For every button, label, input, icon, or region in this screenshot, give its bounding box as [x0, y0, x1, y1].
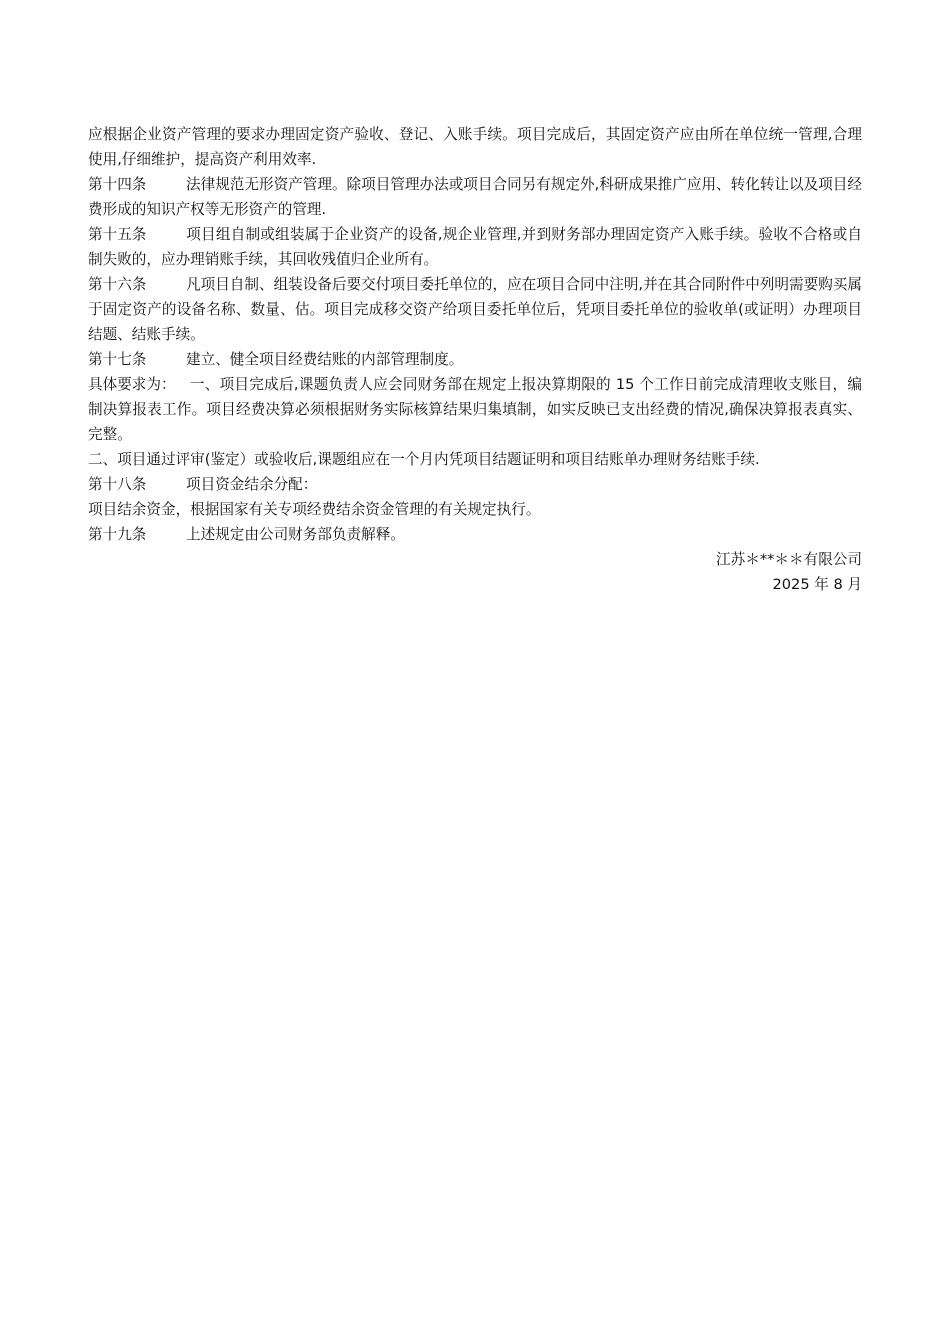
article-18: [88, 472, 862, 497]
document-page: [88, 122, 862, 597]
article-18-text: 项目资金结余分配：: [186, 476, 318, 493]
article-14: [88, 172, 862, 222]
article-16-label: 第十六条: [88, 276, 147, 293]
company-signature: 江苏＊**＊＊有限公司: [716, 551, 862, 568]
requirements-paragraph: [88, 372, 862, 447]
article-18-label: 第十八条: [88, 476, 147, 493]
article-19-label: 第十九条: [88, 526, 147, 543]
document-date: 2025 年 8 月: [772, 576, 862, 593]
article-14-label: 第十四条: [88, 176, 147, 193]
article-15: [88, 222, 862, 272]
article-14-text: 法律规范无形资产管理。除项目管理办法或项目合同另有规定外,科研成果推广应用、转化转让以及项目经费形成的知识产权等无形资产的管理.: [88, 176, 862, 218]
article-17-text: 建立、健全项目经费结账的内部管理制度。: [186, 351, 464, 368]
requirement-two: 二、项目通过评审(鉴定）或验收后,课题组应在一个月内凭项目结题证明和项目结账单办理财务结账手续.: [88, 451, 760, 468]
article-15-label: 第十五条: [88, 226, 147, 243]
intro-paragraph: 应根据企业资产管理的要求办理固定资产验收、登记、入账手续。项目完成后，其固定资产应由所在单位统一管理,合理使用,仔细维护，提高资产利用效率.: [88, 126, 862, 168]
article-16: [88, 272, 862, 347]
article-19-text: 上述规定由公司财务部负责解释。: [186, 526, 405, 543]
article-17: [88, 347, 862, 372]
article-15-text: 项目组自制或组装属于企业资产的设备,规企业管理,并到财务部办理固定资产入账手续。验收不合格或自制失败的，应办理销账手续，其回收残值归企业所有。: [88, 226, 862, 268]
surplus-paragraph: 项目结余资金，根据国家有关专项经费结余资金管理的有关规定执行。: [88, 501, 541, 518]
requirements-label: 具体要求为：: [88, 376, 176, 393]
article-19: [88, 522, 862, 547]
article-17-label: 第十七条: [88, 351, 147, 368]
article-16-text: 凡项目自制、组装设备后要交付项目委托单位的，应在项目合同中注明,并在其合同附件中列明需要购买属于固定资产的设备名称、数量、估。项目完成移交资产给项目委托单位后，凭项目委托单位的验收单(或证明）办理项目结题、结账手续。: [88, 276, 862, 343]
requirements-text: 一、项目完成后,课题负责人应会同财务部在规定上报决算期限的 15 个工作日前完成清理收支账目，编制决算报表工作。项目经费决算必须根据财务实际核算结果归集填制，如实反映已支出经费的情况,确保决算报表真实、完整。: [88, 376, 862, 443]
